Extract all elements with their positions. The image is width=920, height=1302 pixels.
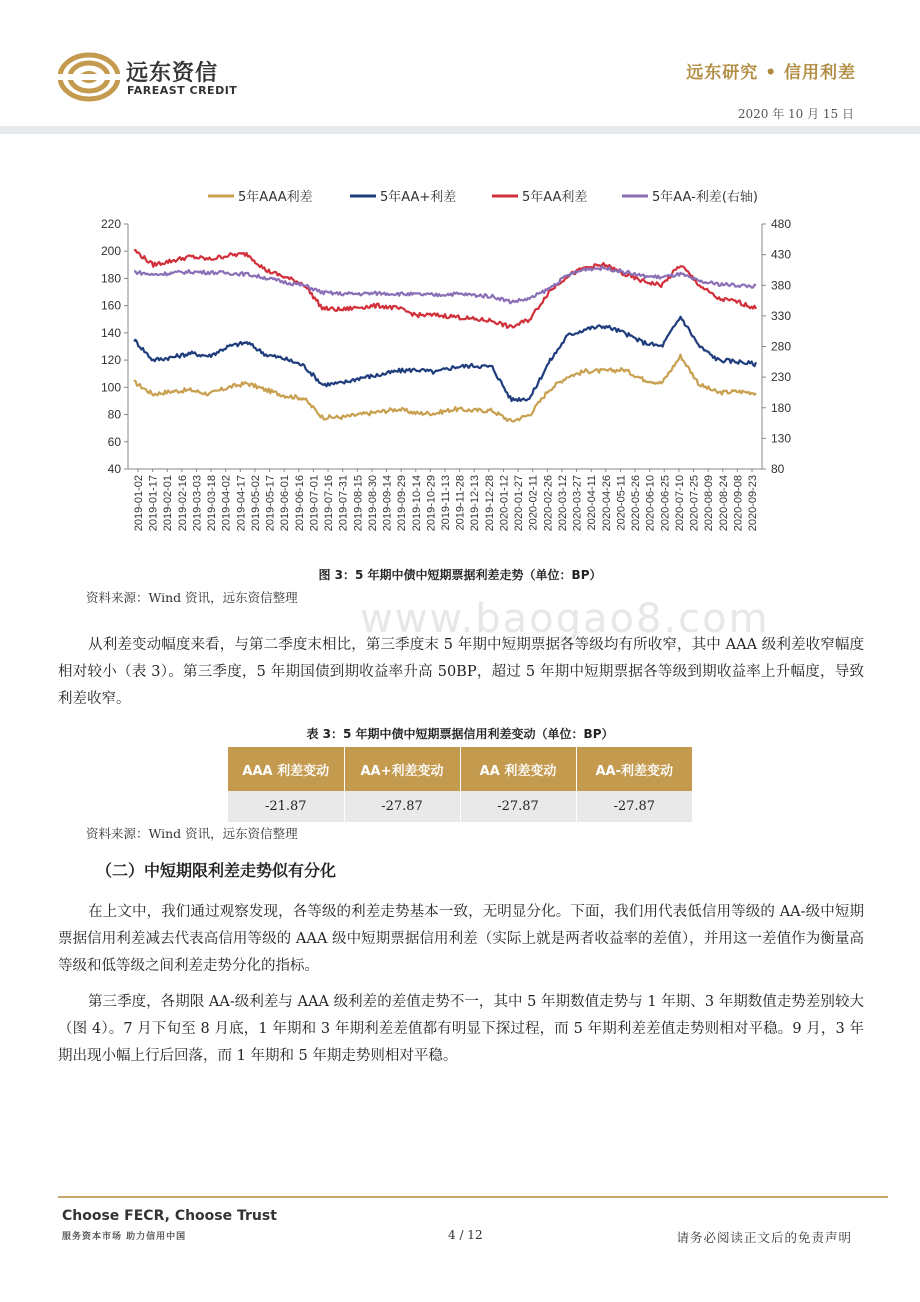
- x-tick-label: 2019-09-14: [381, 475, 394, 532]
- y-left-tick-label: 100: [100, 380, 121, 395]
- x-tick-label: 2020-04-11: [586, 475, 599, 531]
- x-tick-label: 2019-08-15: [352, 475, 365, 532]
- series-line-0: [134, 355, 756, 422]
- x-tick-label: 2019-11-13: [440, 475, 452, 531]
- x-tick-label: 2020-04-26: [600, 475, 613, 532]
- y-right-tick-label: 380: [771, 278, 792, 293]
- report-section-title: 远东研究 • 信用利差: [686, 63, 856, 83]
- x-tick-label: 2019-12-13: [469, 475, 482, 532]
- table-cell-aa-plus: -27.87: [344, 791, 460, 822]
- x-tick-label: 2019-09-29: [396, 475, 409, 532]
- table-cell-aaa: -21.87: [228, 791, 344, 822]
- x-tick-label: 2020-02-26: [542, 475, 555, 532]
- footer-brand: Choose FECR, Choose Trust: [62, 1208, 277, 1224]
- company-name-en: FAREAST CREDIT: [127, 84, 238, 97]
- x-tick-label: 2019-01-02: [133, 475, 145, 532]
- x-tick-label: 2020-02-11: [527, 475, 540, 531]
- y-left-tick-label: 220: [100, 217, 121, 231]
- x-tick-label: 2020-06-25: [659, 475, 672, 532]
- paragraph-spread-change: 从利差变动幅度来看，与第二季度末相比，第三季度末 5 年期中短期票据各等级均有所收窄，其中 AAA 级利差收窄幅度相对较小（表 3）。第三季度，5 年期国债到期收益率升高 50BP，超过 5 年期中短期票据各等级到期收益率上升幅度，导致利差收窄。: [58, 637, 864, 707]
- figure-caption: 图 3：5 年期中债中短期票据利差走势（单位：BP）: [318, 568, 602, 582]
- paragraph-method: 在上文中，我们通过观察发现，各等级的利差走势基本一致，无明显分化。下面，我们用代表低信用等级的 AA-级中短期票据信用利差减去代表高信用等级的 AAA 级中短期票据信用利差（实际上就是两者收益率的差值），并用这一差值作为衡量高等级和低等级之间利差走势分化的指标。: [58, 904, 864, 974]
- x-tick-label: 2019-02-16: [176, 475, 189, 532]
- x-tick-label: 2020-07-10: [673, 475, 686, 532]
- y-right-tick-label: 80: [771, 462, 785, 476]
- y-right-tick-label: 130: [771, 431, 792, 446]
- y-right-tick-label: 230: [771, 370, 792, 385]
- x-tick-label: 2020-01-27: [513, 475, 526, 532]
- x-tick-label: 2019-04-02: [220, 475, 233, 532]
- x-tick-label: 2020-07-25: [688, 475, 701, 532]
- x-tick-label: 2019-04-17: [235, 475, 248, 532]
- x-tick-label: 2020-03-12: [556, 475, 569, 532]
- x-tick-label: 2020-03-27: [571, 475, 584, 532]
- x-tick-label: 2019-02-01: [162, 475, 175, 532]
- table-caption: 表 3：5 年期中债中短期票据信用利差变动（单位：BP）: [306, 727, 614, 741]
- x-tick-label: 2020-08-24: [717, 475, 730, 532]
- page-number: 4 / 12: [448, 1228, 483, 1242]
- footer-divider: [58, 1196, 888, 1198]
- watermark: www.baogao8.com: [360, 596, 770, 642]
- x-tick-label: 2019-12-28: [483, 475, 496, 532]
- x-tick-label: 2020-09-23: [747, 475, 759, 532]
- x-tick-label: 2019-01-17: [147, 475, 160, 532]
- x-tick-label: 2019-05-02: [249, 475, 262, 532]
- y-left-tick-label: 80: [107, 407, 121, 422]
- x-tick-label: 2020-05-26: [630, 475, 643, 532]
- y-left-tick-label: 160: [100, 298, 121, 313]
- y-right-tick-label: 180: [771, 400, 792, 415]
- paragraph-q3-analysis: 第三季度，各期限 AA-级利差与 AAA 级利差的差值走势不一，其中 5 年期数值走势与 1 年期、3 年期数值走势差别较大（图 4）。7 月下旬至 8 月底，1 年期和 3 年期利差差值都有明显下探过程，而 5 年期利差差值走势则相对平稳。9 月，3 年期出现小幅上行后回落，而 1 年期和 5 年期走势则相对平稳。: [58, 994, 864, 1064]
- table-header-aaa: AAA 利差变动: [228, 747, 344, 791]
- report-date: 2020 年 10 月 15 日: [737, 107, 854, 121]
- table-source: 资料来源：Wind 资讯，远东资信整理: [86, 826, 298, 841]
- footer-disclaimer: 请务必阅读正文后的免责声明: [676, 1230, 852, 1245]
- legend-label: 5年AA利差: [522, 190, 588, 205]
- x-tick-label: 2019-10-14: [410, 475, 423, 532]
- legend-label: 5年AA+利差: [380, 190, 457, 205]
- legend-label: 5年AA-利差(右轴): [652, 190, 758, 205]
- y-left-tick-label: 120: [100, 353, 121, 368]
- y-left-tick-label: 40: [107, 462, 121, 476]
- x-tick-label: 2019-03-18: [206, 475, 219, 532]
- y-left-tick-label: 200: [100, 244, 121, 259]
- spread-change-table: [228, 747, 692, 822]
- x-tick-label: 2020-06-10: [644, 475, 657, 532]
- table-cell-aa: -27.87: [460, 791, 576, 822]
- table-header-aa-plus: AA+利差变动: [344, 747, 460, 791]
- table-header-aa-minus: AA-利差变动: [576, 747, 692, 791]
- x-tick-label: 2019-07-16: [323, 475, 336, 532]
- x-tick-label: 2020-01-12: [498, 475, 511, 532]
- y-right-tick-label: 480: [771, 217, 792, 231]
- spread-line-chart: [90, 180, 810, 560]
- x-tick-label: 2019-08-30: [366, 475, 379, 532]
- x-tick-label: 2019-07-31: [337, 475, 350, 532]
- x-tick-label: 2019-03-03: [191, 475, 204, 532]
- x-tick-label: 2019-06-16: [293, 475, 306, 532]
- x-tick-label: 2019-10-29: [425, 475, 438, 532]
- fareast-credit-logo-icon: [58, 52, 120, 102]
- table-cell-aa-minus: -27.87: [576, 791, 692, 822]
- table-row: [228, 791, 692, 822]
- y-right-tick-label: 330: [771, 308, 792, 323]
- section-heading: （二）中短期限利差走势似有分化: [96, 861, 337, 880]
- y-left-tick-label: 60: [107, 434, 121, 449]
- series-line-2: [134, 250, 756, 328]
- x-tick-label: 2019-11-28: [454, 475, 467, 531]
- x-tick-label: 2019-06-01: [279, 475, 292, 532]
- company-name-cn: 远东资信: [126, 61, 219, 86]
- y-right-tick-label: 430: [771, 247, 792, 262]
- x-tick-label: 2020-05-11: [615, 475, 628, 531]
- x-tick-label: 2020-09-08: [732, 475, 745, 532]
- x-tick-label: 2019-05-17: [264, 475, 277, 532]
- x-tick-label: 2020-08-09: [703, 475, 716, 532]
- y-left-tick-label: 140: [100, 325, 121, 340]
- x-tick-label: 2019-07-01: [308, 475, 321, 532]
- figure-source: 资料来源：Wind 资讯，远东资信整理: [86, 590, 298, 605]
- header-divider: [0, 126, 920, 134]
- y-right-tick-label: 280: [771, 339, 792, 354]
- y-left-tick-label: 180: [100, 271, 121, 286]
- table-header-aa: AA 利差变动: [460, 747, 576, 791]
- legend-label: 5年AAA利差: [238, 190, 313, 205]
- footer-slogan: 服务资本市场 助力信用中国: [62, 1232, 187, 1242]
